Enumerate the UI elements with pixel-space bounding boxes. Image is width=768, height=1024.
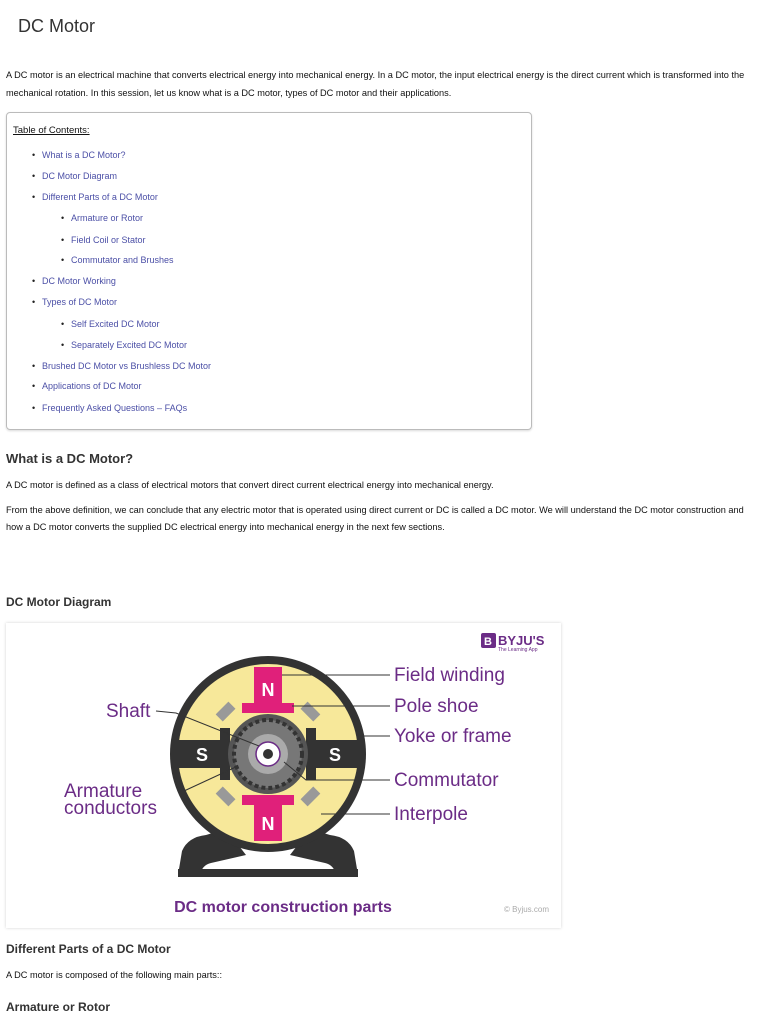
toc-link-types[interactable]: • Types of DC Motor: [42, 297, 117, 307]
brand-tagline: The Learning App: [498, 647, 538, 653]
page-title: DC Motor: [18, 16, 96, 36]
pole-s-left: S: [195, 745, 209, 765]
toc-link-faqs[interactable]: • Frequently Asked Questions – FAQs: [42, 403, 187, 413]
toc-link-applications[interactable]: • Applications of DC Motor: [42, 381, 142, 391]
brand-name: BYJU'S: [498, 633, 545, 648]
toc-link-self-excited[interactable]: • Self Excited DC Motor: [71, 319, 160, 329]
heading-armature: Armature or Rotor: [6, 1000, 111, 1014]
pole-n-top: N: [261, 680, 275, 700]
figure-caption: DC motor construction parts: [174, 899, 392, 916]
toc-title: Table of Contents:: [13, 125, 90, 136]
toc-link-what-is[interactable]: • What is a DC Motor?: [42, 150, 126, 160]
what-is-paragraph-2: From the above definition, we can conclude that any electric motor that is operated using direct current or DC is called a DC motor. We will understand the DC motor construction and how a DC motor converts the supplied DC electrical energy into mechanical energy in the next few sections.: [6, 505, 744, 532]
heading-what-is: What is a DC Motor?: [6, 451, 134, 466]
intro-paragraph: A DC motor is an electrical machine that converts electrical energy into mechanical energy. In a DC motor, the input electrical energy is the direct current which is transformed into the mechanical rotation. In this session, let us know what is a DC motor, types of DC motor and their applications.: [6, 70, 745, 98]
toc-link-parts[interactable]: • Different Parts of a DC Motor: [42, 192, 158, 202]
svg-text:B: B: [484, 636, 492, 648]
toc-link-diagram[interactable]: • DC Motor Diagram: [42, 171, 117, 181]
armature: [228, 714, 308, 794]
dc-motor-diagram: [6, 623, 561, 928]
toc-link-working[interactable]: • DC Motor Working: [42, 276, 116, 286]
dc-motor-diagram-figure: [6, 623, 561, 928]
toc-link-commutator[interactable]: • Commutator and Brushes: [71, 255, 174, 265]
toc-link-brushed-vs-brushless[interactable]: • Brushed DC Motor vs Brushless DC Motor: [42, 361, 211, 371]
label-interpole: Interpole: [394, 804, 468, 825]
label-armature-1: Armature: [64, 781, 143, 802]
toc-link-separately-excited[interactable]: • Separately Excited DC Motor: [71, 340, 187, 350]
pole-n-bottom: N: [261, 814, 275, 834]
heading-diagram: DC Motor Diagram: [6, 595, 112, 609]
pole-s-right: S: [328, 745, 342, 765]
heading-parts: Different Parts of a DC Motor: [6, 942, 171, 956]
figure-copyright: © Byjus.com: [503, 905, 549, 914]
label-pole-shoe: Pole shoe: [394, 696, 479, 717]
toc-link-armature[interactable]: • Armature or Rotor: [71, 213, 143, 223]
byjus-logo: [481, 633, 545, 653]
label-shaft: Shaft: [106, 701, 151, 722]
table-of-contents: [6, 112, 532, 430]
parts-paragraph: A DC motor is composed of the following main parts::: [6, 970, 222, 980]
label-commutator: Commutator: [394, 770, 499, 791]
what-is-paragraph-1: A DC motor is defined as a class of electrical motors that convert direct current electrical energy into mechanical energy.: [6, 480, 494, 490]
label-yoke: Yoke or frame: [394, 726, 512, 747]
label-armature-2: conductors: [64, 798, 157, 819]
label-field-winding: Field winding: [394, 665, 505, 686]
toc-link-field-coil[interactable]: • Field Coil or Stator: [71, 235, 146, 245]
